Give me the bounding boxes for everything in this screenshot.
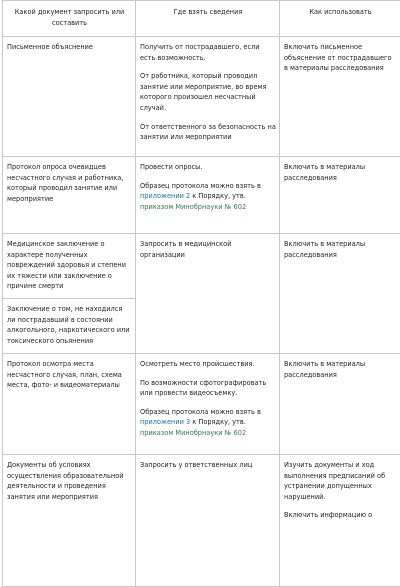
cell-source	[136, 234, 280, 354]
cell-usage	[280, 37, 400, 157]
cell-usage	[280, 354, 400, 455]
source-text-part: Образец протокола можно взять в	[140, 408, 261, 416]
source-text-part: к Порядку, утв.	[190, 192, 246, 200]
document-name: Документы об условиях осуществления образовательной деятельности и проведения занятия или мероприятия	[7, 460, 132, 502]
usage-text: Включить в материалы расследования	[284, 162, 397, 183]
document-name: Протокол осмотра места несчастного случая, план, схема места, фото- и видеоматериалы	[7, 359, 132, 391]
appendix-3-link[interactable]: приложении 3	[140, 418, 190, 426]
table-row	[3, 354, 400, 455]
source-text: Запросить у ответственных лиц	[140, 460, 276, 471]
source-text: Получить от пострадавшего, если есть возможность.	[140, 42, 276, 63]
source-text: От ответственного за безопасность на занятии или мероприятии	[140, 122, 276, 143]
source-text: От работника, который проводил занятие или мероприятие, во время которого произошел несчастный случай.	[140, 71, 276, 113]
source-text: Запросить в медицинской организации	[140, 239, 276, 260]
appendix-2-link[interactable]: приложении 2	[140, 192, 190, 200]
source-text: Провести опросы.	[140, 162, 276, 173]
document-name: Письменное объяснение	[7, 42, 132, 53]
source-text-part: Образец протокола можно взять в	[140, 182, 261, 190]
cell-document	[3, 234, 136, 299]
order-602-link[interactable]: приказом Минобрнауки № 602	[140, 203, 246, 211]
cell-document	[3, 37, 136, 157]
cell-document	[3, 354, 136, 455]
header-source: Где взять сведения	[136, 1, 280, 37]
cell-source	[136, 354, 280, 455]
table-row	[3, 234, 400, 299]
table-row	[3, 157, 400, 234]
document-table	[2, 0, 400, 587]
cell-source	[136, 157, 280, 234]
cell-usage	[280, 234, 400, 354]
cell-document	[3, 157, 136, 234]
source-text	[140, 407, 276, 439]
cell-usage	[280, 157, 400, 234]
usage-text: Включить письменное объяснение от пострадавшего в материалы расследования	[284, 42, 397, 74]
document-name: Протокол опроса очевидцев несчастного случая и работника, который проводил занятие или мероприятие	[7, 162, 132, 204]
source-text-part: к Порядку, утв.	[190, 418, 246, 426]
source-text: По возможности сфотографировать или провести видеосъемку.	[140, 378, 276, 399]
table-header-row	[3, 1, 400, 37]
table-row	[3, 37, 400, 157]
document-name: Медицинское заключение о характере полученных повреждений здоровья и степени их тяжести или заключение о причине смерти	[7, 239, 132, 292]
cell-source	[136, 37, 280, 157]
order-602-link[interactable]: приказом Минобрнауки № 602	[140, 429, 246, 437]
usage-text: Включить в материалы расследования	[284, 359, 397, 380]
header-document: Какой документ запросить или составить	[3, 1, 136, 37]
source-text: Осмотреть место происшествия.	[140, 359, 276, 370]
source-text	[140, 181, 276, 213]
usage-text: Включить информацию о	[284, 510, 397, 521]
document-name: Заключение о том, не находился ли пострадавший в состоянии алкогольного, наркотического или токсического опьянения	[7, 304, 132, 346]
usage-text: Изучить документы и ход выполнения предписаний об устранении допущенных нарушений.	[284, 460, 397, 502]
usage-text: Включить в материалы расследования	[284, 239, 397, 260]
header-usage: Как использовать	[280, 1, 400, 37]
cell-document	[3, 299, 136, 354]
